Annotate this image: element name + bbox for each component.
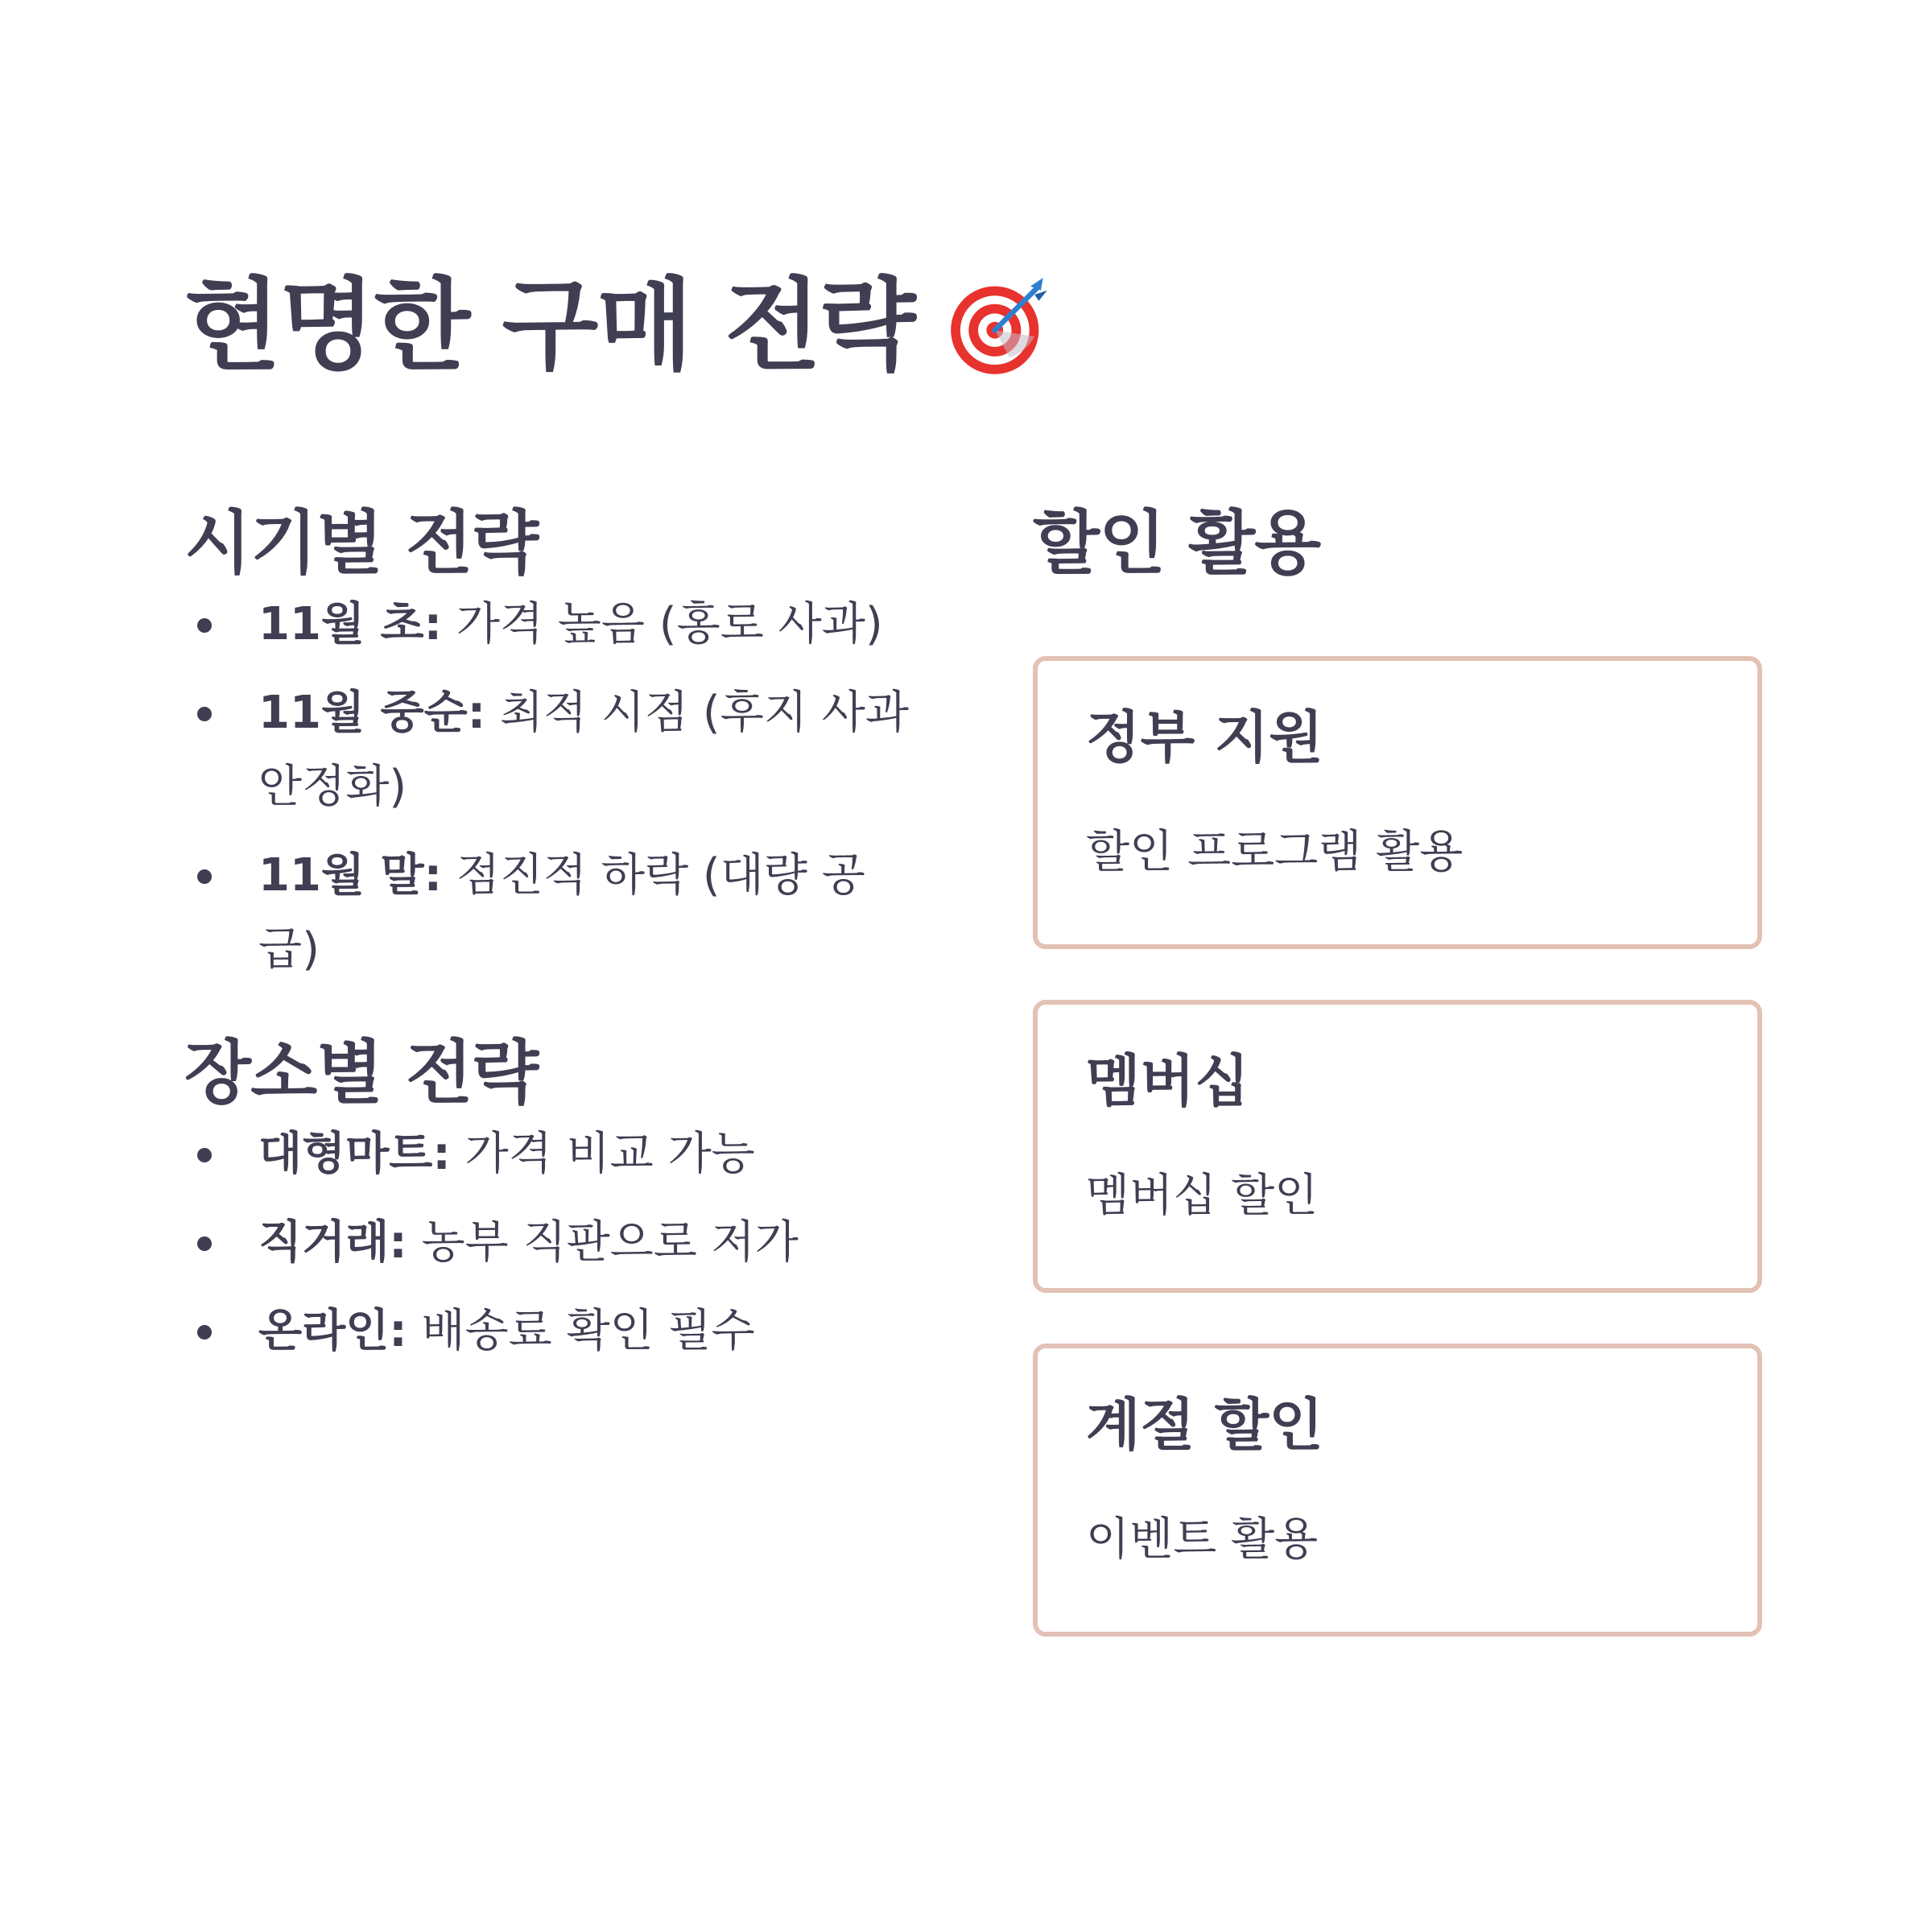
card-description: 할인 프로그램 활용 bbox=[1086, 826, 1463, 878]
list-item-key: 대형마트: bbox=[258, 1128, 451, 1180]
card-title: 계절 할인 bbox=[1086, 1392, 1323, 1458]
page-title bbox=[184, 266, 1051, 386]
list-item-key: 11월 중순: bbox=[258, 687, 486, 739]
right-column bbox=[1033, 499, 1762, 1687]
list-item bbox=[184, 1206, 925, 1280]
list-item bbox=[184, 1294, 925, 1368]
discount-card-seasonal bbox=[1033, 1344, 1762, 1637]
list-item-text: 가격 높음 (홍로 사과) bbox=[442, 598, 883, 650]
target-icon bbox=[947, 274, 1051, 378]
page-title-text: 현명한 구매 전략 bbox=[184, 268, 914, 384]
place-strategy-list bbox=[184, 1117, 925, 1368]
bullet-icon bbox=[197, 1148, 212, 1162]
list-item-key: 11월 말: bbox=[258, 849, 443, 902]
discount-card-membership bbox=[1033, 1000, 1762, 1293]
place-strategy-heading: 장소별 전략 bbox=[184, 1033, 539, 1113]
bullet-icon bbox=[197, 1236, 212, 1251]
bullet-icon bbox=[197, 618, 212, 633]
list-item-text: 점진적 하락 (대량 공급) bbox=[258, 849, 865, 976]
list-item bbox=[184, 1117, 925, 1191]
bullet-icon bbox=[197, 707, 212, 721]
discount-card-list bbox=[1033, 656, 1762, 1637]
bullet-icon bbox=[197, 869, 212, 884]
list-item-key: 11월 초: bbox=[258, 598, 443, 650]
list-item-text: 배송료 확인 필수 bbox=[407, 1305, 755, 1357]
discount-heading: 할인 활용 bbox=[1033, 503, 1321, 584]
card-description: 이벤트 활용 bbox=[1086, 1513, 1319, 1566]
bullet-icon bbox=[197, 1325, 212, 1340]
discount-card-government bbox=[1033, 656, 1762, 949]
card-description: 멤버십 할인 bbox=[1086, 1170, 1319, 1222]
list-item-text: 농부 직판으로 저가 bbox=[407, 1216, 799, 1269]
timing-strategy-list bbox=[184, 588, 925, 987]
list-item-key: 온라인: bbox=[258, 1305, 407, 1357]
list-item-text: 최적 시점 (후지 사과 안정화) bbox=[258, 687, 909, 813]
card-title: 멤버십 bbox=[1086, 1048, 1249, 1114]
left-column bbox=[184, 499, 925, 1383]
list-item bbox=[184, 588, 925, 662]
list-item bbox=[184, 676, 925, 824]
list-item-text: 가격 비교 가능 bbox=[450, 1128, 755, 1180]
list-item-key: 직거래: bbox=[258, 1216, 407, 1269]
list-item bbox=[184, 839, 925, 987]
card-title: 정부 지원 bbox=[1086, 704, 1323, 770]
timing-strategy-heading: 시기별 전략 bbox=[184, 503, 539, 584]
